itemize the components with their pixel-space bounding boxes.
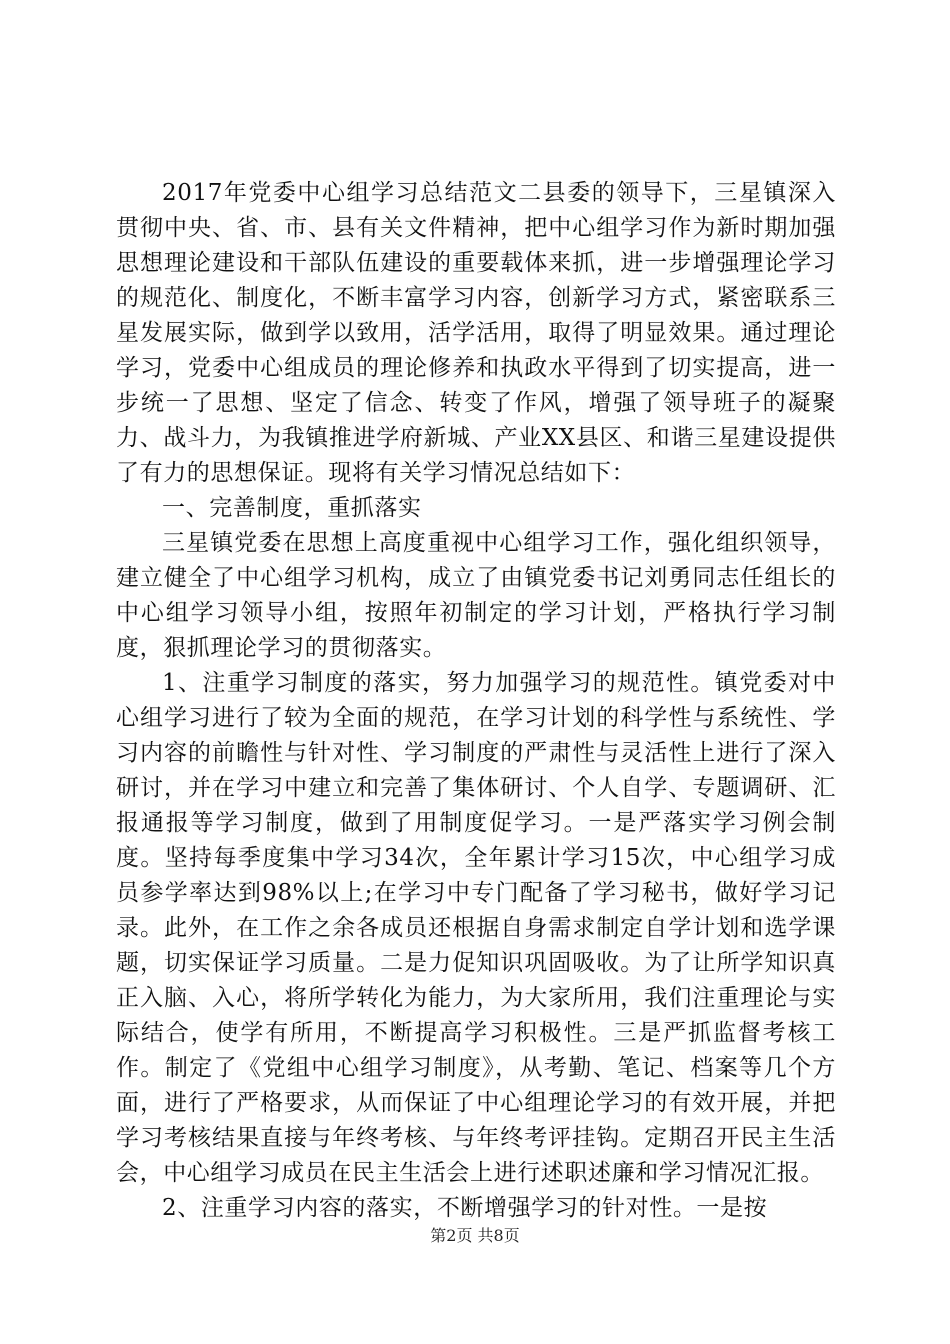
- section-paragraph: 三星镇党委在思想上高度重视中心组学习工作，强化组织领导，建立健全了中心组学习机构，成立了由镇党委书记刘勇同志任组长的中心组学习领导小组，按照年初制定的学习计划，严格执行学习制度，狠抓理论学习的贯彻落实。: [116, 530, 836, 661]
- item-2-paragraph: 2、注重学习内容的落实，不断增强学习的针对性。一是按: [162, 1195, 768, 1221]
- section-heading: 一、完善制度，重抓落实: [162, 495, 422, 521]
- item-1-paragraph: 1、注重学习制度的落实，努力加强学习的规范性。镇党委对中心组学习进行了较为全面的规范，在学习计划的科学性与系统性、学习内容的前瞻性与针对性、学习制度的严肃性与灵活性上进行了深入研讨，并在学习中建立和完善了集体研讨、个人自学、专题调研、汇报通报等学习制度，做到了用制度促学习。一是严落实学习例会制度。坚持每季度集中学习34次，全年累计学习15次，中心组学习成员参学率达到98%以上;在学习中专门配备了学习秘书，做好学习记录。此外，在工作之余各成员还根据自身需求制定自学计划和选学课题，切实保证学习质量。二是力促知识巩固吸收。为了让所学知识真正入脑、入心，将所学转化为能力，为大家所用，我们注重理论与实际结合，使学有所用，不断提高学习积极性。三是严抓监督考核工作。制定了《党组中心组学习制度》，从考勤、笔记、档案等几个方面，进行了严格要求，从而保证了中心组理论学习的有效开展，并把学习考核结果直接与年终考核、与年终考评挂钩。定期召开民主生活会，中心组学习成员在民主生活会上进行述职述廉和学习情况汇报。: [116, 670, 836, 1186]
- page-number-footer: 第2页 共8页: [430, 1226, 520, 1245]
- intro-paragraph: 2017年党委中心组学习总结范文二县委的领导下，三星镇深入贯彻中央、省、市、县有关文件精神，把中心组学习作为新时期加强思想理论建设和干部队伍建设的重要载体来抓，进一步增强理论学习的规范化、制度化，不断丰富学习内容，创新学习方式，紧密联系三星发展实际，做到学以致用，活学活用，取得了明显效果。通过理论学习，党委中心组成员的理论修养和执政水平得到了切实提高，进一步统一了思想、坚定了信念、转变了作风，增强了领导班子的凝聚力、战斗力，为我镇推进学府新城、产业XX县区、和谐三星建设提供了有力的思想保证。现将有关学习情况总结如下：: [116, 180, 836, 486]
- document-body: [116, 176, 836, 1226]
